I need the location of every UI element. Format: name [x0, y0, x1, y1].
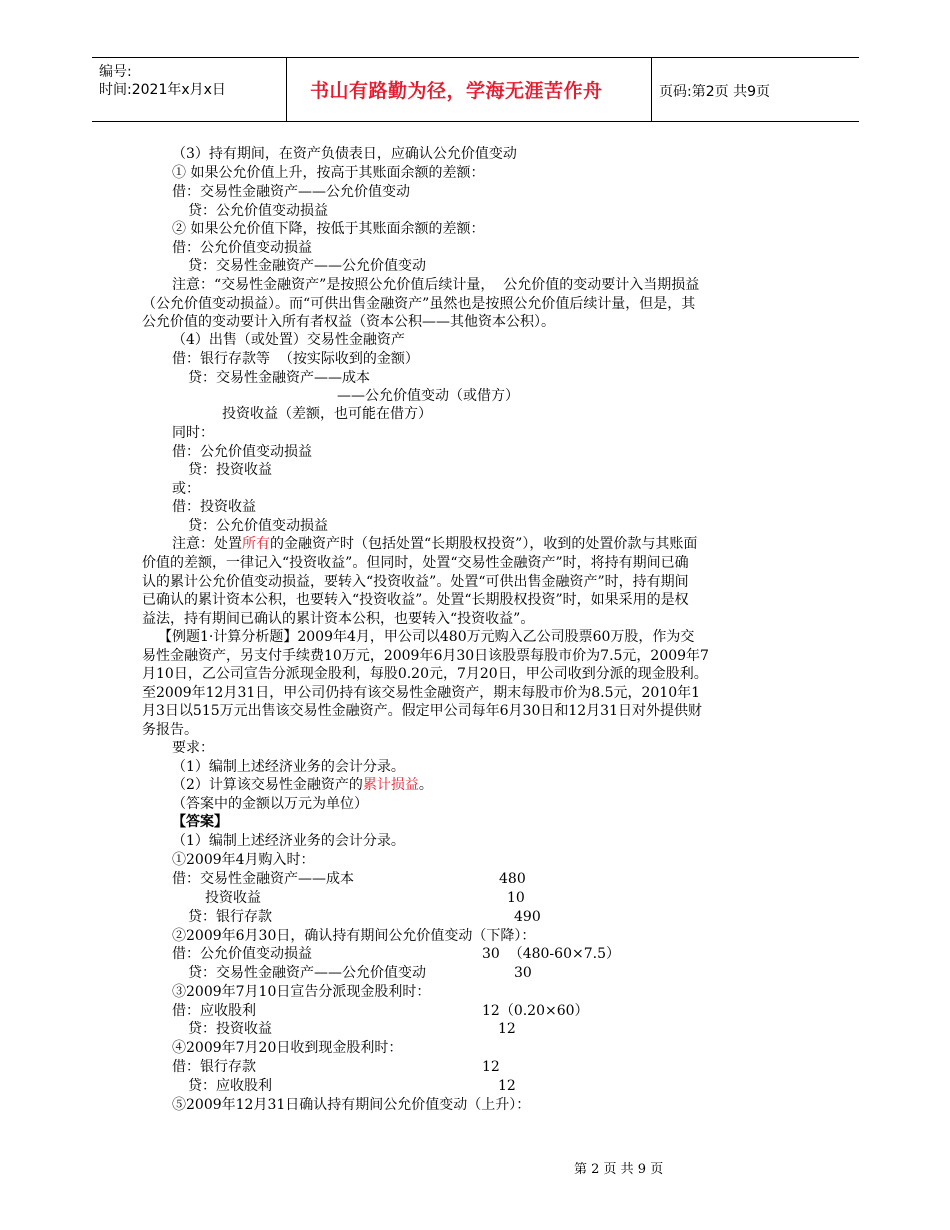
- text-line: 贷：交易性金融资产——公允价值变动: [188, 258, 426, 274]
- text-line: 已确认的累计资本公积，也要转入“投资收益”。处置“长期股权投资”时，如果采用的是权: [142, 592, 689, 608]
- text-line: ②2009年6月30日，确认持有期间公允价值变动（下降）：: [172, 928, 536, 944]
- text-line: ② 如果公允价值下降，按低于其账面余额的差额：: [172, 221, 485, 237]
- text-line: 价值的差额，一律记入“投资收益”。但同时，处置“交易性金融资产”时，将持有期间已确: [142, 555, 689, 571]
- header-divider-right: [651, 57, 652, 121]
- text-line: 认的累计公允价值变动损益，要转入“投资收益”。处置“可供出售金融资产”时，持有期间: [142, 574, 689, 590]
- text-line: 借：公允价值变动损益: [172, 444, 312, 460]
- entry-amount: 12（0.20×60）: [482, 1003, 589, 1019]
- highlighted-term: 所有: [242, 536, 270, 552]
- text-line: 月3日以515万元出售该交易性金融资产。假定甲公司每年6月30日和12月31日对外提供财: [142, 703, 702, 719]
- text-line: 要求：: [172, 740, 214, 756]
- text-line: 借：交易性金融资产——成本: [172, 871, 354, 887]
- text-line: 月10日，乙公司宣告分派现金股利，每股0.20元，7月20日，甲公司收到分派的现金股利。: [142, 666, 708, 682]
- header-bottom-rule: [92, 121, 859, 122]
- text-line: 至2009年12月31日，甲公司仍持有该交易性金融资产，期末每股市价为8.5元，2010年1: [142, 685, 701, 701]
- text-line: （公允价值变动损益）。而“可供出售金融资产”虽然也是按照公允价值后续计量，但是，其: [142, 296, 696, 312]
- page-indicator: 页码:第2页 共9页: [659, 84, 770, 100]
- entry-amount: 12: [482, 1059, 500, 1075]
- highlighted-term: 累计损益: [362, 777, 419, 793]
- header-motto: 书山有路勤为径，学海无涯苦作舟: [310, 80, 603, 102]
- text-line: 贷：投资收益: [188, 462, 272, 478]
- text-run: 注意：处置: [172, 536, 242, 552]
- text-line: 借：投资收益: [172, 499, 256, 515]
- text-line: ① 如果公允价值上升，按高于其账面余额的差额：: [172, 165, 485, 181]
- entry-amount: 10: [507, 890, 525, 906]
- text-line: 投资收益（差额，也可能在借方）: [222, 406, 432, 422]
- entry-amount: 490: [514, 909, 541, 925]
- entry-amount: 12: [498, 1078, 516, 1094]
- text-line: ③2009年7月10日宣告分派现金股利时：: [172, 984, 431, 1000]
- text-line: [172, 776, 433, 794]
- text-run: 的金融资产时（包括处置“长期股权投资”），收到的处置价款与其账面: [270, 536, 698, 552]
- text-line: ⑤2009年12月31日确认持有期间公允价值变动（上升）：: [172, 1097, 531, 1113]
- text-line: 贷：交易性金融资产——公允价值变动: [188, 965, 426, 981]
- text-line: 借：公允价值变动损益: [172, 240, 312, 256]
- text-line: （4）出售（或处置）交易性金融资产: [172, 332, 405, 348]
- header-top-rule: [92, 57, 859, 58]
- text-line: 投资收益: [205, 890, 261, 906]
- text-line: 同时：: [172, 425, 214, 441]
- text-line: 借：公允价值变动损益: [172, 946, 312, 962]
- text-line: 【答案】: [172, 814, 228, 830]
- text-line: 贷：公允价值变动损益: [188, 203, 328, 219]
- text-line: （1）编制上述经济业务的会计分录。: [172, 833, 405, 849]
- document-time-label: 时间:2021年x月x日: [99, 82, 226, 98]
- text-line: 注意：“交易性金融资产”是按照公允价值后续计量， 公允价值的变动要计入当期损益: [172, 277, 700, 293]
- text-line: 贷：银行存款: [188, 909, 272, 925]
- text-line: 借：银行存款等 （按实际收到的金额）: [172, 351, 419, 367]
- header-divider-left: [286, 57, 287, 121]
- text-line: 借：交易性金融资产——公允价值变动: [172, 184, 410, 200]
- text-line: （3）持有期间，在资产负债表日，应确认公允价值变动: [172, 146, 517, 162]
- text-line: 易性金融资产，另支付手续费10万元，2009年6月30日该股票每股市价为7.5元，2009年7: [142, 648, 709, 664]
- page-footer: 第 2 页 共 9 页: [574, 1162, 664, 1177]
- text-line: 公允价值的变动要计入所有者权益（资本公积——其他资本公积）。: [142, 314, 555, 330]
- document-number-label: 编号:: [99, 64, 132, 80]
- text-line: 借：应收股利: [172, 1003, 256, 1019]
- text-line: （答案中的金额以万元为单位）: [172, 796, 368, 812]
- text-run: 。: [418, 777, 433, 793]
- text-line: （1）编制上述经济业务的会计分录。: [172, 759, 405, 775]
- text-run: （2）计算该交易性金融资产的: [172, 777, 363, 793]
- text-line: 务报告。: [142, 722, 198, 738]
- text-line: [172, 535, 697, 553]
- text-line: 贷：交易性金融资产——成本: [188, 370, 370, 386]
- entry-amount: 30 （480-60×7.5）: [482, 946, 620, 962]
- text-line: 【例题1·计算分析题】2009年4月，甲公司以480万元购入乙公司股票60万股，作为交: [158, 629, 695, 645]
- text-line: 借：银行存款: [172, 1059, 256, 1075]
- text-line: 贷：公允价值变动损益: [188, 518, 328, 534]
- text-line: 益法，持有期间已确认的累计资本公积，也要转入“投资收益”。: [142, 611, 535, 627]
- text-line: 贷：应收股利: [188, 1078, 272, 1094]
- text-line: ——公允价值变动（或借方）: [337, 388, 519, 404]
- entry-amount: 480: [499, 871, 526, 887]
- text-line: ①2009年4月购入时：: [172, 852, 315, 868]
- text-line: 贷：投资收益: [188, 1021, 272, 1037]
- text-line: 或：: [172, 481, 200, 497]
- text-line: ④2009年7月20日收到现金股利时：: [172, 1040, 403, 1056]
- entry-amount: 30: [514, 965, 532, 981]
- entry-amount: 12: [498, 1021, 516, 1037]
